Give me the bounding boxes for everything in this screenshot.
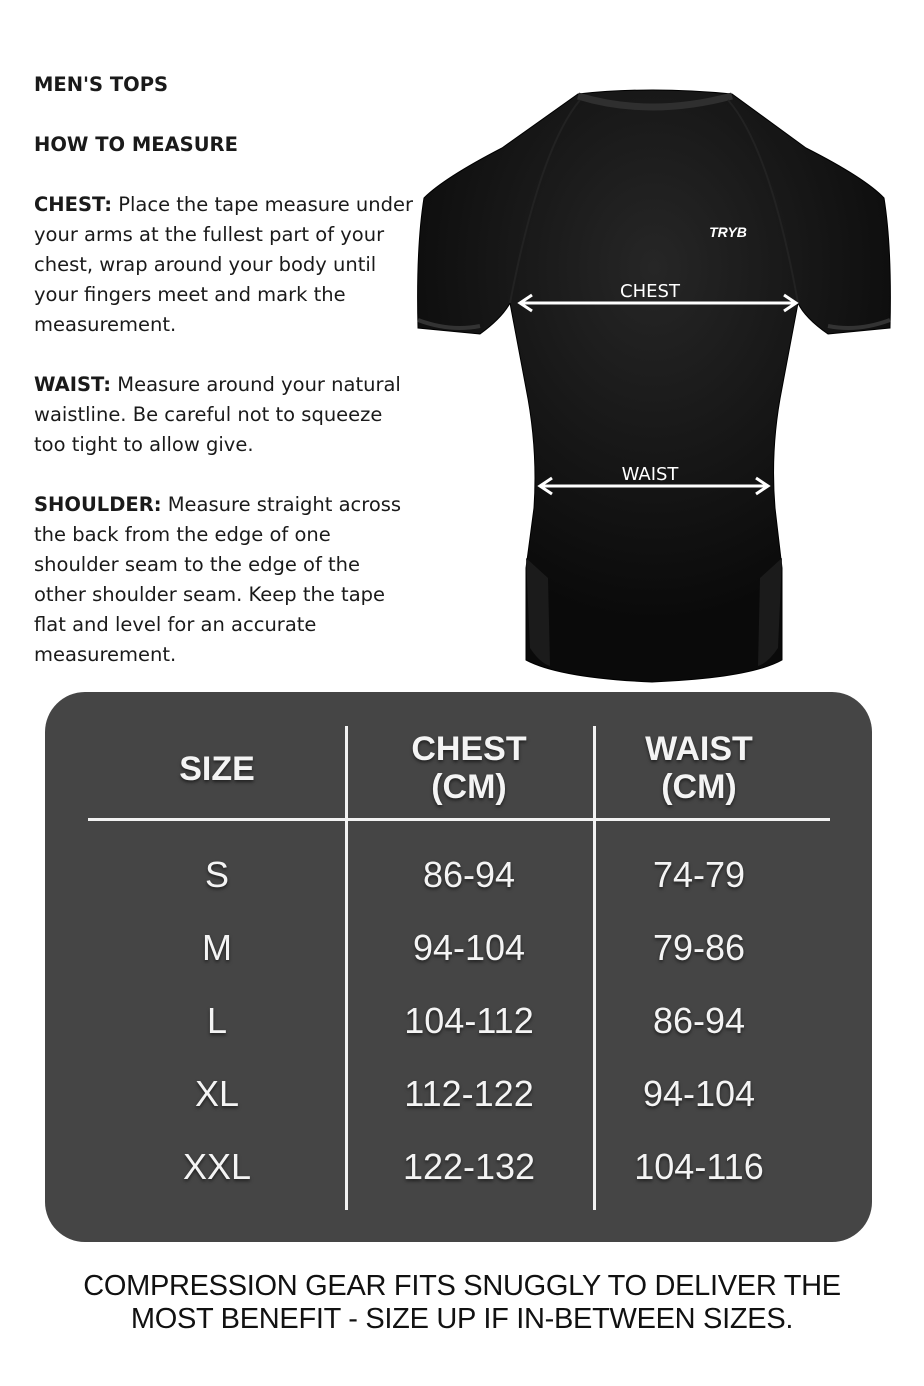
chest-cell: 86-94 xyxy=(422,854,516,895)
size-cell: XL xyxy=(194,1073,240,1114)
waist-cell: 74-79 xyxy=(652,854,746,895)
chest-cell: 122-132 xyxy=(402,1146,536,1187)
category-heading: MEN'S TOPS xyxy=(34,73,169,96)
waist-instruction-text: Measure around your natural waistline. Be careful not to squeeze too tight to allow give. xyxy=(34,373,401,456)
waist-column-header xyxy=(579,730,819,806)
chest-cell: 112-122 xyxy=(404,1073,534,1114)
chest-cell: 94-104 xyxy=(412,927,526,968)
brand-logo: TRYB xyxy=(709,224,747,240)
waist-marker-label: WAIST xyxy=(621,464,679,485)
chest-instruction-label: CHEST: xyxy=(34,193,113,216)
waist-cell: 86-94 xyxy=(652,1000,746,1041)
compression-shirt-illustration xyxy=(410,88,894,688)
waist-cell: 79-86 xyxy=(652,927,746,968)
chest-cell: 104-112 xyxy=(404,1000,534,1041)
header-divider xyxy=(88,818,830,821)
chest-column-header xyxy=(349,730,589,806)
waist-cell: 94-104 xyxy=(642,1073,756,1114)
shoulder-instruction xyxy=(34,490,414,670)
waist-header-line2: (CM) xyxy=(661,768,737,806)
how-to-measure-heading: HOW TO MEASURE xyxy=(34,133,238,156)
waist-cell: 104-116 xyxy=(634,1146,764,1187)
fit-note xyxy=(40,1270,884,1336)
shoulder-instruction-label: SHOULDER: xyxy=(34,493,162,516)
chest-instruction-text: Place the tape measure under your arms at the fullest part of your chest, wrap around your body until your fingers meet and mark the measurement. xyxy=(34,193,414,336)
size-column-header: SIZE xyxy=(179,750,255,788)
waist-instruction-label: WAIST: xyxy=(34,373,112,396)
size-cell: XXL xyxy=(182,1146,252,1187)
chest-header-line2: (CM) xyxy=(431,768,507,806)
size-chart-table xyxy=(45,692,872,1242)
waist-header-line1: WAIST xyxy=(645,730,753,768)
chest-header-line1: CHEST xyxy=(411,730,527,768)
size-cell: L xyxy=(206,1000,228,1041)
waist-instruction xyxy=(34,370,414,460)
size-cell: M xyxy=(202,927,232,968)
column-divider xyxy=(345,726,348,1210)
chest-instruction xyxy=(34,190,414,340)
size-cell: S xyxy=(204,854,229,895)
chest-marker-label: CHEST xyxy=(620,281,680,302)
measure-instructions xyxy=(34,70,414,670)
shoulder-instruction-text: Measure straight across the back from the edge of one shoulder seam to the edge of the other shoulder seam. Keep the tape flat and level for an accurate measurement. xyxy=(34,493,402,666)
fit-note-line1: COMPRESSION GEAR FITS SNUGGLY TO DELIVER THE xyxy=(83,1270,841,1302)
fit-note-line2: MOST BENEFIT - SIZE UP IF IN-BETWEEN SIZES. xyxy=(130,1303,794,1335)
